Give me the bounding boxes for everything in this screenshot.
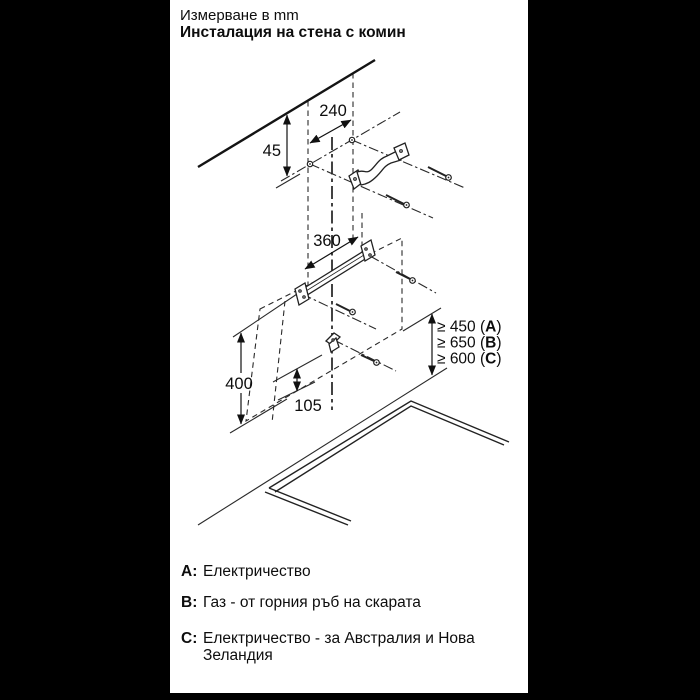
dimension-clearance [432,314,502,375]
chimney-bracket [349,143,409,189]
clearance-c-label: ≥ 600 (C) [437,350,502,368]
dimension-45-label: 45 [262,142,281,160]
dimension-360-label: 360 [313,232,341,250]
screw [428,167,451,180]
legend-key-b: B: [181,594,198,611]
dimension-400 [225,333,253,424]
dimension-105 [294,369,322,415]
dimension-240-label: 240 [319,102,347,120]
dimension-240 [310,102,351,143]
legend-key-a: A: [181,563,198,580]
legend-text-c: Електричество - за Австралия и Нова Зеландия [203,630,475,664]
extension-lines [198,174,447,525]
page-title: Инсталация на стена с комин [180,24,406,41]
dimension-105-label: 105 [294,397,322,415]
legend-item-b [181,595,508,612]
legend-key-c: C: [181,630,198,647]
screw [386,195,409,208]
legend-item-c [181,631,508,664]
dimension-400-label: 400 [225,375,253,393]
legend-text-b: Газ - от горния ръб на скарата [203,594,421,611]
countertop-outline [265,401,509,525]
measure-unit-note: Измерване в mm [180,7,299,24]
dimension-45 [263,115,287,176]
screw [336,304,355,315]
clearance-b-label: ≥ 650 (B) [437,334,502,352]
legend-item-a [181,564,508,581]
screw [396,272,415,283]
hood-outline [246,238,402,421]
legend-text-a: Електричество [203,563,311,580]
clearance-a-label: ≥ 450 (A) [437,318,502,336]
screw [361,355,379,365]
lower-bracket-clip [326,333,340,352]
